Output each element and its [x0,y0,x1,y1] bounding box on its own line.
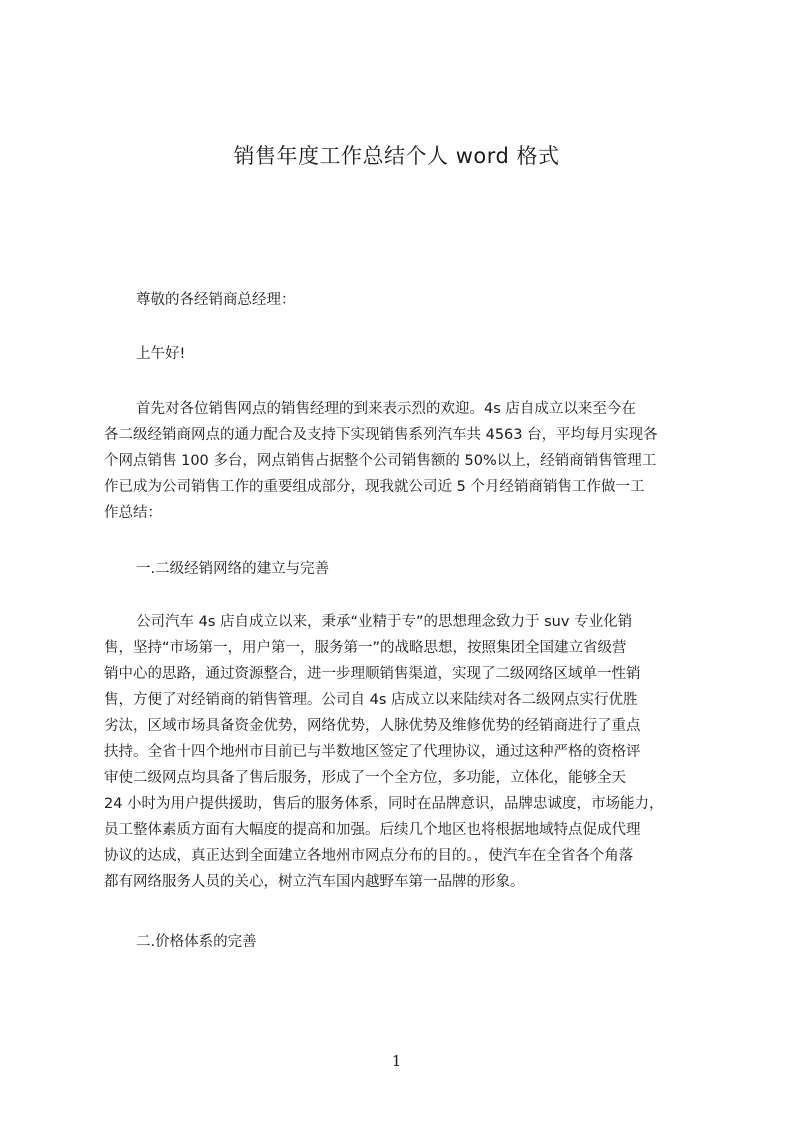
paragraph-line: 售，坚持“市场第一，用户第一，服务第一”的战略思想，按照集团全国建立省级营 [104,640,627,656]
paragraph-line: 扶持。全省十四个地州市目前已与半数地区签定了代理协议，通过这种严格的资格评 [104,744,641,760]
paragraph-line: 售，方便了对经销商的销售管理。公司自 4s 店成立以来陆续对各二级网点实行优胜 [104,692,638,708]
greeting-text: 上午好! [136,346,186,362]
paragraph-line: 协议的达成，真正达到全面建立各地州市网点分布的目的。，使汽车在全省各个角落 [104,848,634,864]
intro-paragraph [104,396,697,526]
salutation-text: 尊敬的各经销商总经理： [136,292,296,308]
section1-heading-block [104,556,697,582]
salutation-block [104,287,697,313]
document-title: 销售年度工作总结个人 word 格式 [233,144,560,168]
paragraph-line: 各二级经销商网点的通力配合及支持下实现销售系列汽车共 4563 台，平均每月实现各 [104,427,658,443]
paragraph-line: 作总结： [104,505,162,521]
section-heading: 一.二级经销网络的建立与完善 [136,561,330,577]
section2-heading-block [104,929,697,955]
section-heading: 二.价格体系的完善 [136,934,257,950]
page-number: 1 [391,1052,402,1070]
paragraph-line: 销中心的思路，通过资源整合，进一步理顺销售渠道，实现了二级网络区域单一性销 [104,666,641,682]
paragraph-line: 公司汽车 4s 店自成立以来，秉承“业精于专”的思想理念致力于 suv 专业化销 [136,614,633,630]
paragraph-line: 员工整体素质方面有大幅度的提高和加强。后续几个地区也将根据地域特点促成代理 [104,822,641,838]
paragraph-line: 作已成为公司销售工作的重要组成部分，现我就公司近 5 个月经销商销售工作做一工 [104,479,645,495]
greeting-block [104,341,697,367]
paragraph-line: 都有网络服务人员的关心，树立汽车国内越野车第一品牌的形象。 [104,874,525,890]
paragraph-line: 24 小时为用户提供援助，售后的服务体系，同时在品牌意识，品牌忠诚度，市场能力， [104,796,664,812]
paragraph-line: 审使二级网点均具备了售后服务，形成了一个全方位，多功能，立体化，能够全天 [104,770,626,786]
paragraph-line: 个网点销售 100 多台，网点销售占据整个公司销售额的 50%以上，经销商销售管理工 [104,453,657,469]
paragraph-line: 劣汰，区域市场具备资金优势，网络优势，人脉优势及维修优势的经销商进行了重点 [104,718,641,734]
section1-paragraph [104,609,697,895]
paragraph-line: 首先对各位销售网点的销售经理的到来表示烈的欢迎。4s 店自成立以来至今在 [136,401,636,417]
